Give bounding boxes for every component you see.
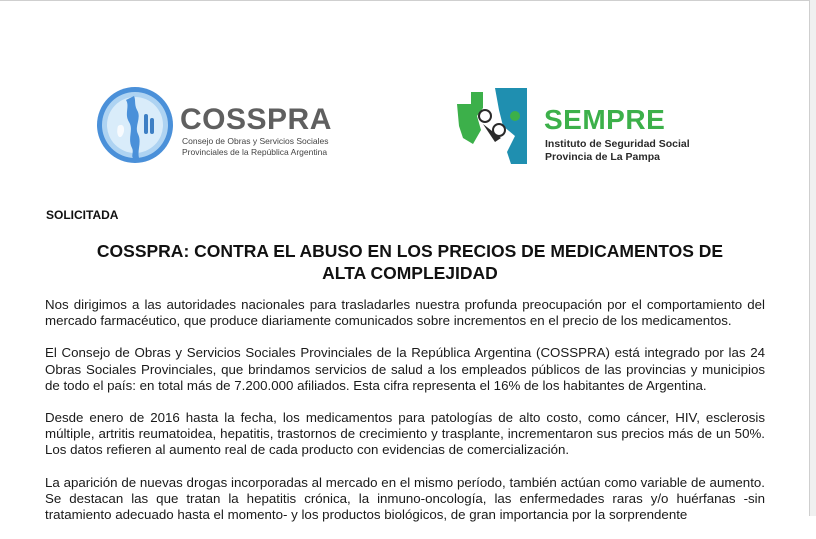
cosspra-name: COSSPRA — [180, 103, 332, 136]
cosspra-subtitle-2: Provinciales de la República Argentina — [182, 147, 328, 157]
title-line-2: ALTA COMPLEJIDAD — [322, 263, 498, 283]
cosspra-emblem-icon — [96, 86, 174, 164]
document-label: SOLICITADA — [46, 208, 119, 222]
sempre-emblem-icon — [455, 86, 535, 168]
title-line-1: COSSPRA: CONTRA EL ABUSO EN LOS PRECIOS DE MEDICAMENTOS DE — [96, 241, 724, 261]
sempre-subtitle-1: Instituto de Seguridad Social — [545, 138, 690, 150]
scrollbar[interactable] — [809, 0, 816, 516]
document-title — [40, 240, 780, 284]
sempre-logo — [455, 86, 705, 170]
sempre-subtitle-2: Provincia de La Pampa — [545, 151, 660, 163]
page-top-edge — [0, 0, 810, 8]
document-body — [45, 297, 765, 539]
paragraph: La aparición de nuevas drogas incorporadas al mercado en el mismo período, también actúan como variable de aumento. Se destacan las que tratan la hepatitis crónica, la inmuno-oncología, las enfermedades raras y/o huérfanas -sin tratamiento adecuado hasta el momento- y los productos biológicos, de gran importancia por la sorprendente — [45, 474, 765, 523]
sempre-name: SEMPRE — [544, 104, 666, 135]
paragraph: El Consejo de Obras y Servicios Sociales Provinciales de la República Argentina (COSSPRA) está integrado por las 24 Obras Sociales Provinciales, que brindamos servicios de salud a los empleados públicos de las provincias y municipios de todo el país: en total más de 7.200.000 afiliados. Esta cifra representa el 16% de los habitantes de Argentina. — [45, 345, 765, 393]
paragraph: Desde enero de 2016 hasta la fecha, los medicamentos para patologías de alto costo, como cáncer, HIV, esclerosis múltiple, artritis reumatoidea, hepatitis, trastornos de crecimiento y trasplante, incrementaron sus precios más de un 50%. Los datos refieren al aumento real de cada producto con evidencias de comercialización. — [45, 410, 765, 458]
cosspra-logo — [96, 86, 336, 168]
cosspra-subtitle-1: Consejo de Obras y Servicios Sociales — [182, 136, 329, 146]
paragraph: Nos dirigimos a las autoridades nacionales para trasladarles nuestra profunda preocupación por el comportamiento del mercado farmacéutico, que produce diariamente comunicados sobre incrementos en el precio de los medicamentos. — [45, 297, 765, 329]
